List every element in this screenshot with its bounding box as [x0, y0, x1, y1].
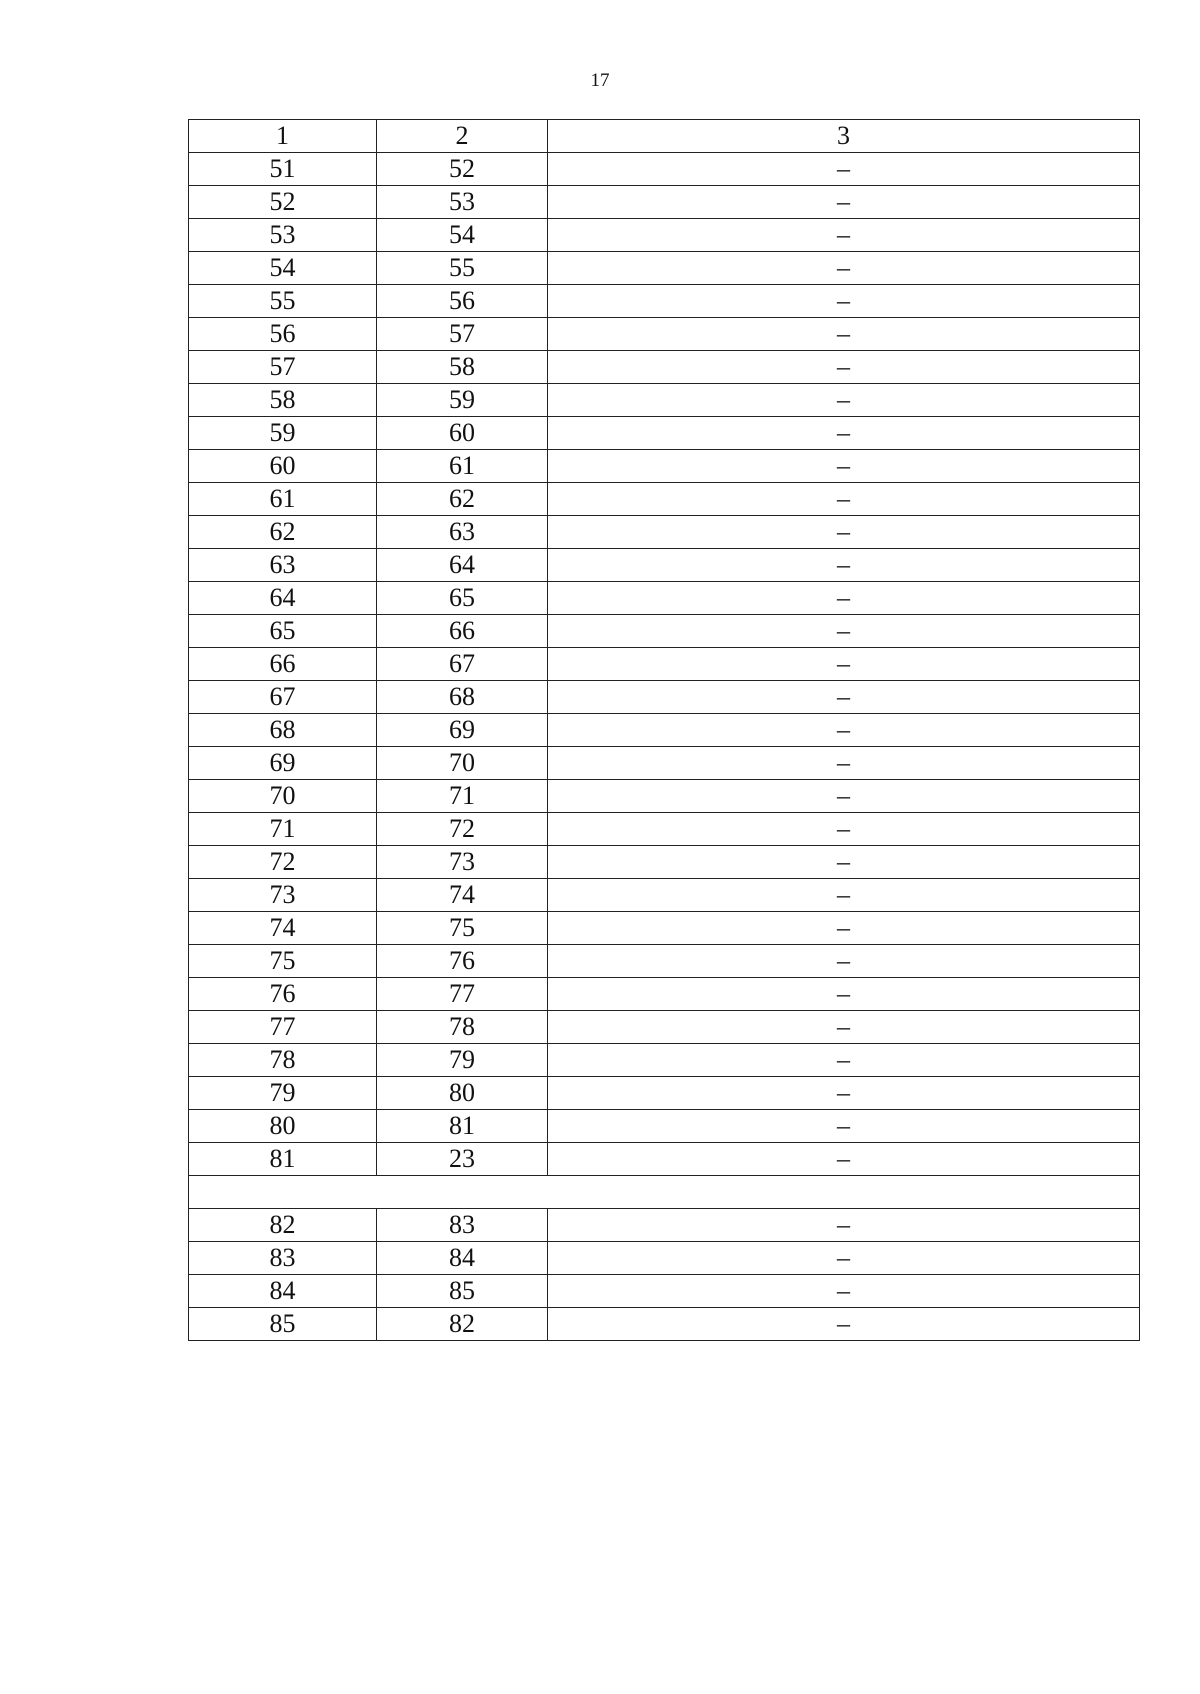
table-row	[189, 1275, 1140, 1308]
table-cell-col2: 82	[377, 1308, 548, 1341]
table-cell-col3: –	[548, 252, 1140, 285]
table-row	[189, 417, 1140, 450]
table-cell-col1: 73	[189, 879, 377, 912]
table-cell-col1: 66	[189, 648, 377, 681]
table-cell-col2: 79	[377, 1044, 548, 1077]
table-cell-col2: 56	[377, 285, 548, 318]
table-cell-col3: –	[548, 450, 1140, 483]
table-row	[189, 384, 1140, 417]
table-cell-col2: 69	[377, 714, 548, 747]
table-cell-col1: 55	[189, 285, 377, 318]
table-row	[189, 186, 1140, 219]
table-cell-col3: –	[548, 813, 1140, 846]
table-cell-col1: 75	[189, 945, 377, 978]
table-cell-col2: 57	[377, 318, 548, 351]
table-row	[189, 450, 1140, 483]
table-cell-col1: 54	[189, 252, 377, 285]
table-cell-col1: 57	[189, 351, 377, 384]
table-row	[189, 549, 1140, 582]
table-cell-col3: –	[548, 978, 1140, 1011]
table-row	[189, 483, 1140, 516]
table-cell-col1: 71	[189, 813, 377, 846]
table-cell-col3: –	[548, 483, 1140, 516]
table-cell-col1: 83	[189, 1242, 377, 1275]
table-separator-cell	[189, 1176, 1140, 1209]
table-cell-col1: 64	[189, 582, 377, 615]
table-row	[189, 846, 1140, 879]
table-cell-col1: 72	[189, 846, 377, 879]
header-cell-col2: 2	[377, 120, 548, 153]
table-cell-col2: 76	[377, 945, 548, 978]
table-row	[189, 681, 1140, 714]
table-cell-col2: 73	[377, 846, 548, 879]
table-cell-col1: 65	[189, 615, 377, 648]
table-cell-col1: 70	[189, 780, 377, 813]
table-row	[189, 978, 1140, 1011]
table-cell-col2: 81	[377, 1110, 548, 1143]
table-cell-col1: 74	[189, 912, 377, 945]
table-cell-col1: 63	[189, 549, 377, 582]
table-cell-col3: –	[548, 1077, 1140, 1110]
table-cell-col3: –	[548, 879, 1140, 912]
table-cell-col3: –	[548, 582, 1140, 615]
table-row	[189, 252, 1140, 285]
table-cell-col2: 59	[377, 384, 548, 417]
table-body	[189, 120, 1140, 1341]
table-cell-col1: 67	[189, 681, 377, 714]
header-cell-col1: 1	[189, 120, 377, 153]
table-cell-col1: 58	[189, 384, 377, 417]
table-cell-col3: –	[548, 648, 1140, 681]
table-cell-col1: 61	[189, 483, 377, 516]
table-cell-col2: 54	[377, 219, 548, 252]
table-cell-col2: 83	[377, 1209, 548, 1242]
table-row	[189, 879, 1140, 912]
table-cell-col2: 72	[377, 813, 548, 846]
table-cell-col3: –	[548, 714, 1140, 747]
table-cell-col1: 80	[189, 1110, 377, 1143]
table-cell-col1: 52	[189, 186, 377, 219]
table-cell-col3: –	[548, 351, 1140, 384]
table-cell-col1: 79	[189, 1077, 377, 1110]
table-cell-col1: 53	[189, 219, 377, 252]
table-cell-col1: 82	[189, 1209, 377, 1242]
table-cell-col3: –	[548, 285, 1140, 318]
table-cell-col3: –	[548, 1143, 1140, 1176]
table-cell-col1: 51	[189, 153, 377, 186]
table-row	[189, 648, 1140, 681]
table-cell-col3: –	[548, 681, 1140, 714]
table-cell-col3: –	[548, 417, 1140, 450]
table-cell-col2: 70	[377, 747, 548, 780]
table-row	[189, 912, 1140, 945]
table-cell-col2: 80	[377, 1077, 548, 1110]
table-row	[189, 219, 1140, 252]
table-row	[189, 582, 1140, 615]
table-cell-col3: –	[548, 912, 1140, 945]
table-cell-col2: 75	[377, 912, 548, 945]
table-row	[189, 516, 1140, 549]
table-cell-col3: –	[548, 516, 1140, 549]
page-number: 17	[590, 70, 610, 91]
table-cell-col3: –	[548, 1242, 1140, 1275]
table-cell-col3: –	[548, 1209, 1140, 1242]
table-cell-col2: 65	[377, 582, 548, 615]
table-cell-col3: –	[548, 186, 1140, 219]
table-cell-col2: 66	[377, 615, 548, 648]
table-cell-col1: 81	[189, 1143, 377, 1176]
table-cell-col3: –	[548, 549, 1140, 582]
header-cell-col3: 3	[548, 120, 1140, 153]
table-cell-col2: 60	[377, 417, 548, 450]
table-cell-col2: 71	[377, 780, 548, 813]
table-cell-col1: 78	[189, 1044, 377, 1077]
table-cell-col2: 61	[377, 450, 548, 483]
table-cell-col2: 78	[377, 1011, 548, 1044]
table-cell-col3: –	[548, 1308, 1140, 1341]
table-row	[189, 1308, 1140, 1341]
table-cell-col1: 77	[189, 1011, 377, 1044]
table-row	[189, 1242, 1140, 1275]
table-cell-col3: –	[548, 1110, 1140, 1143]
table-cell-col1: 56	[189, 318, 377, 351]
table-cell-col3: –	[548, 1275, 1140, 1308]
table-cell-col3: –	[548, 747, 1140, 780]
table-cell-col3: –	[548, 846, 1140, 879]
table-row	[189, 1077, 1140, 1110]
table-row	[189, 747, 1140, 780]
table-cell-col2: 85	[377, 1275, 548, 1308]
table-row	[189, 780, 1140, 813]
table-cell-col2: 53	[377, 186, 548, 219]
table-cell-col2: 74	[377, 879, 548, 912]
table-row	[189, 714, 1140, 747]
table-cell-col3: –	[548, 318, 1140, 351]
table-row	[189, 318, 1140, 351]
table-cell-col2: 77	[377, 978, 548, 1011]
table-row	[189, 153, 1140, 186]
table-cell-col3: –	[548, 1011, 1140, 1044]
table-cell-col2: 67	[377, 648, 548, 681]
table-cell-col2: 63	[377, 516, 548, 549]
table-cell-col2: 64	[377, 549, 548, 582]
table-cell-col3: –	[548, 615, 1140, 648]
table-cell-col3: –	[548, 780, 1140, 813]
table-cell-col1: 68	[189, 714, 377, 747]
table-cell-col2: 68	[377, 681, 548, 714]
table-row	[189, 1044, 1140, 1077]
table-cell-col2: 58	[377, 351, 548, 384]
table-separator-row	[189, 1176, 1140, 1209]
data-table	[188, 119, 1140, 1341]
table-cell-col1: 60	[189, 450, 377, 483]
table-cell-col2: 84	[377, 1242, 548, 1275]
table-cell-col2: 62	[377, 483, 548, 516]
table-cell-col1: 85	[189, 1308, 377, 1341]
table-cell-col2: 55	[377, 252, 548, 285]
table-cell-col3: –	[548, 153, 1140, 186]
table-row	[189, 285, 1140, 318]
table-row	[189, 1011, 1140, 1044]
table-row	[189, 1143, 1140, 1176]
table-row	[189, 945, 1140, 978]
table-cell-col1: 84	[189, 1275, 377, 1308]
table-cell-col1: 76	[189, 978, 377, 1011]
table-cell-col1: 59	[189, 417, 377, 450]
table-cell-col3: –	[548, 384, 1140, 417]
table-cell-col1: 69	[189, 747, 377, 780]
table-row	[189, 615, 1140, 648]
table-row	[189, 1110, 1140, 1143]
table-cell-col3: –	[548, 219, 1140, 252]
table-cell-col1: 62	[189, 516, 377, 549]
table-row	[189, 1209, 1140, 1242]
table-cell-col2: 52	[377, 153, 548, 186]
table-cell-col3: –	[548, 945, 1140, 978]
table-header-row	[189, 120, 1140, 153]
table-row	[189, 351, 1140, 384]
table-cell-col2: 23	[377, 1143, 548, 1176]
table-row	[189, 813, 1140, 846]
table-cell-col3: –	[548, 1044, 1140, 1077]
